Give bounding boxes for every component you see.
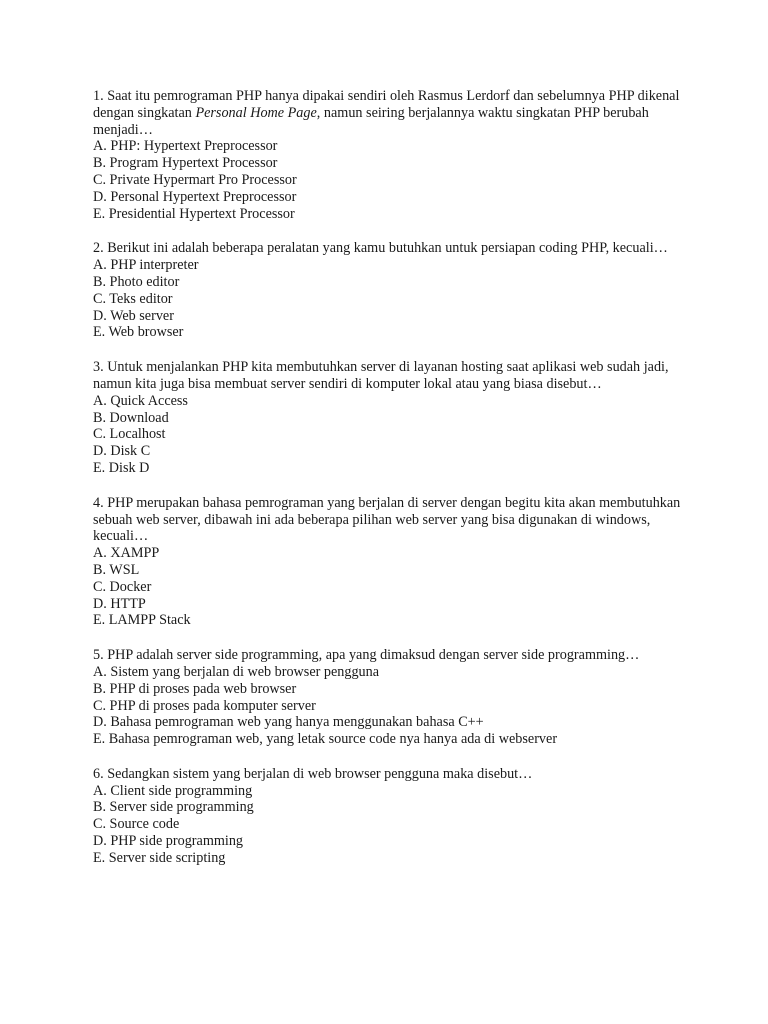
option-a: A. Client side programming — [93, 782, 253, 799]
option-b: B. Download — [93, 409, 169, 426]
option-e: E. Server side scripting — [93, 849, 226, 866]
question-6 — [93, 766, 693, 867]
question-text: 4. PHP merupakan bahasa pemrograman yang berjalan di server dengan begitu kita akan membutuhkan sebuah web server, dibawah ini ada beberapa pilihan web server yang bisa digunakan di windows, kecuali… — [93, 494, 681, 545]
option-b: B. Photo editor — [93, 273, 180, 290]
option-b: B. WSL — [93, 561, 140, 578]
option-d: D. HTTP — [93, 595, 146, 612]
option-e: E. Presidential Hypertext Processor — [93, 205, 295, 222]
question-1 — [93, 88, 693, 222]
question-text — [93, 88, 693, 138]
question-3 — [93, 359, 693, 477]
option-c: C. Private Hypermart Pro Processor — [93, 171, 297, 188]
option-a: A. PHP: Hypertext Preprocessor — [93, 138, 278, 155]
option-e: E. Web browser — [93, 324, 184, 341]
option-a: A. Sistem yang berjalan di web browser pengguna — [93, 663, 380, 680]
option-e: E. Disk D — [93, 459, 150, 476]
option-c: C. Localhost — [93, 426, 166, 443]
option-c: C. Teks editor — [93, 290, 173, 307]
option-a: A. Quick Access — [93, 392, 188, 409]
option-a: A. XAMPP — [93, 545, 160, 562]
option-c: C. Source code — [93, 816, 180, 833]
option-d: D. Personal Hypertext Preprocessor — [93, 188, 297, 205]
option-d: D. Disk C — [93, 443, 151, 460]
question-text: 2. Berikut ini adalah beberapa peralatan yang kamu butuhkan untuk persiapan coding PHP, kecuali… — [93, 240, 668, 257]
option-b: B. Server side programming — [93, 799, 254, 816]
option-e: E. LAMPP Stack — [93, 612, 191, 629]
document-page — [93, 88, 693, 885]
option-b: B. Program Hypertext Processor — [93, 155, 278, 172]
option-b: B. PHP di proses pada web browser — [93, 680, 297, 697]
option-d: D. Web server — [93, 307, 174, 324]
question-5 — [93, 647, 693, 748]
question-4 — [93, 495, 693, 629]
question-text: 6. Sedangkan sistem yang berjalan di web browser pengguna maka disebut… — [93, 765, 533, 782]
question-text-part: 1. Saat itu pemrograman PHP hanya dipakai sendiri oleh Rasmus Lerdorf dan sebelumnya PHP dikenal dengan singkatan — [93, 88, 680, 121]
question-2 — [93, 240, 693, 341]
option-e: E. Bahasa pemrograman web, yang letak source code nya hanya ada di webserver — [93, 731, 558, 748]
question-text-emphasis: Personal Home Page — [195, 104, 317, 121]
option-c: C. PHP di proses pada komputer server — [93, 697, 316, 714]
option-d: D. PHP side programming — [93, 833, 244, 850]
question-text-part: , namun seiring berjalannya waktu singkatan PHP berubah menjadi… — [93, 104, 649, 138]
option-c: C. Docker — [93, 578, 152, 595]
question-text: 5. PHP adalah server side programming, apa yang dimaksud dengan server side programming… — [93, 647, 640, 664]
question-text: 3. Untuk menjalankan PHP kita membutuhkan server di layanan hosting saat aplikasi web sudah jadi, namun kita juga bisa membuat server sendiri di komputer lokal atau yang biasa disebut… — [93, 359, 669, 392]
option-d: D. Bahasa pemrograman web yang hanya menggunakan bahasa C++ — [93, 714, 484, 731]
option-a: A. PHP interpreter — [93, 257, 199, 274]
